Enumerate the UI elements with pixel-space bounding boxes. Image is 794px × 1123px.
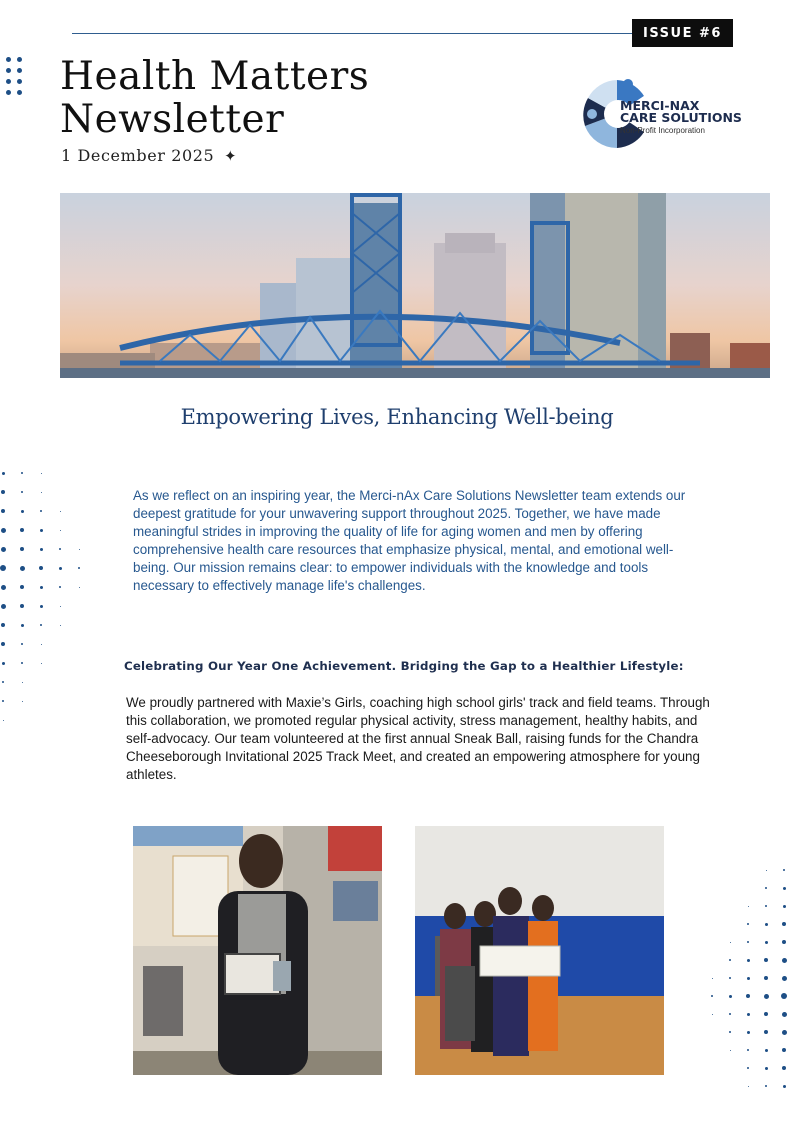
- decorative-dot: [0, 565, 6, 571]
- decorative-dot: [40, 624, 42, 626]
- decorative-dot: [782, 1066, 786, 1070]
- decorative-dot: [1, 490, 5, 494]
- decorative-dot: [1, 509, 5, 513]
- decorative-dot: [764, 976, 768, 980]
- decorative-dot: [747, 941, 749, 943]
- decorative-dot: [764, 994, 769, 999]
- decorative-dot: [40, 605, 43, 608]
- decorative-dot: [2, 700, 4, 702]
- decorative-dot: [765, 905, 767, 907]
- logo-subtitle: Non-Profit Incorporation: [620, 126, 705, 135]
- decorative-dot: [1, 528, 6, 533]
- decorative-dot: [729, 1013, 731, 1015]
- decorative-dot: [765, 1085, 767, 1087]
- student-photo-illustration: [133, 826, 382, 1075]
- issue-date: [61, 146, 237, 165]
- decorative-dot: [60, 511, 61, 512]
- decorative-dot: [60, 530, 61, 531]
- organization-logo: [582, 78, 752, 150]
- decorative-dot: [20, 604, 24, 608]
- city-skyline-bridge-photo: [60, 193, 770, 378]
- section-body: We proudly partnered with Maxie’s Girls, coaching high school girls' track and field teams. Through this collaboration, we promoted regular physical activity, stress management, healthy habits, and self-advocacy. Our team volunteered at the first annual Sneak Ball, raising funds for the Chandra Cheeseborough Invitational 2025 Track Meet, and created an empowering atmosphere for young athletes.: [126, 695, 710, 782]
- group-check-presentation-photo: [415, 826, 664, 1075]
- decorative-dot: [21, 491, 23, 493]
- decorative-dot: [2, 662, 5, 665]
- tagline: Empowering Lives, Enhancing Well-being: [180, 405, 614, 429]
- decorative-dot: [79, 549, 80, 550]
- decorative-dot: [20, 547, 24, 551]
- decorative-dot: [783, 905, 786, 908]
- decorative-dot: [2, 472, 5, 475]
- decorative-dot: [730, 942, 731, 943]
- decorative-dot: [766, 870, 767, 871]
- decorative-dot: [22, 701, 23, 702]
- decorative-dot: [60, 625, 61, 626]
- decorative-dot: [41, 492, 42, 493]
- decorative-dot: [712, 1014, 713, 1015]
- decorative-dot: [730, 1050, 731, 1051]
- decorative-dot: [747, 959, 750, 962]
- decorative-dot: [782, 958, 787, 963]
- header-rule: [72, 33, 632, 34]
- decorative-dot: [6, 79, 11, 84]
- decorative-dot: [747, 1031, 750, 1034]
- decorative-dot: [748, 906, 749, 907]
- decorative-dot: [765, 1049, 768, 1052]
- decorative-dot: [764, 1030, 768, 1034]
- decorative-dot: [40, 529, 43, 532]
- decorative-dot: [6, 90, 11, 95]
- sparkle-icon: ✦: [224, 147, 238, 165]
- logo-name-line-2: CARE SOLUTIONS: [620, 110, 742, 125]
- section-heading: Celebrating Our Year One Achievement. Bridging the Gap to a Healthier Lifestyle:: [124, 659, 684, 673]
- decorative-dot: [22, 682, 23, 683]
- decorative-dot: [747, 1013, 750, 1016]
- title-line-2: Newsletter: [60, 97, 285, 142]
- decorative-dot: [17, 79, 22, 84]
- decorative-dot: [729, 977, 731, 979]
- decorative-dot: [40, 510, 42, 512]
- decorative-dot: [59, 548, 61, 550]
- decorative-dot: [729, 959, 731, 961]
- decorative-dot: [17, 90, 22, 95]
- decorative-dot: [1, 547, 6, 552]
- skyline-illustration: [60, 193, 770, 378]
- decorative-dot: [729, 995, 732, 998]
- newsletter-title: [60, 55, 369, 141]
- decorative-dot: [21, 643, 23, 645]
- decorative-dot: [765, 887, 767, 889]
- decorative-dot: [20, 528, 24, 532]
- decorative-dot: [781, 993, 787, 999]
- group-photo-illustration: [415, 826, 664, 1075]
- decorative-dot: [60, 606, 61, 607]
- decorative-dot: [59, 567, 62, 570]
- decorative-dot: [6, 57, 11, 62]
- decorative-dot: [783, 1085, 786, 1088]
- decorative-dot: [3, 720, 4, 721]
- decorative-dot: [782, 922, 786, 926]
- decorative-dot: [20, 566, 25, 571]
- decorative-dot: [20, 585, 24, 589]
- decorative-dot: [59, 586, 61, 588]
- date-text: 1 December 2025: [61, 146, 215, 165]
- decorative-dot: [747, 1049, 749, 1051]
- decorative-dot: [21, 472, 23, 474]
- decorative-dot: [764, 1012, 768, 1016]
- decorative-dot: [747, 977, 750, 980]
- decorative-dot: [746, 994, 750, 998]
- decorative-dot: [40, 548, 43, 551]
- decorative-dot: [782, 976, 787, 981]
- decorative-dot: [1, 604, 6, 609]
- decorative-dot: [78, 567, 80, 569]
- decorative-dot: [765, 1067, 768, 1070]
- decorative-dot: [21, 624, 24, 627]
- decorative-dot: [79, 587, 80, 588]
- decorative-dot: [782, 1012, 787, 1017]
- decorative-dot: [782, 1030, 787, 1035]
- logo-name-line-1: MERCI-NAX: [620, 98, 700, 113]
- issue-badge: ISSUE #6: [632, 19, 733, 47]
- logo-text: [620, 100, 742, 135]
- decorative-dot: [17, 68, 22, 73]
- decorative-dot: [747, 1067, 749, 1069]
- decorative-dot: [41, 663, 42, 664]
- decorative-dot: [765, 941, 768, 944]
- decorative-dot: [729, 1031, 731, 1033]
- decorative-dot: [21, 510, 24, 513]
- decorative-dot: [765, 923, 768, 926]
- decorative-dot: [40, 586, 43, 589]
- decorative-dot: [764, 958, 768, 962]
- student-with-award-photo: [133, 826, 382, 1075]
- decorative-dot: [783, 869, 785, 871]
- decorative-dot: [748, 1086, 749, 1087]
- decorative-dot: [1, 585, 6, 590]
- decorative-dot: [21, 662, 23, 664]
- intro-paragraph: As we reflect on an inspiring year, the Merci-nAx Care Solutions Newsletter team extends our deepest gratitude for your unwavering support throughout 2025. Together, we have made meaningful strides in improving the quality of life for aging women and men by offering comprehensive health care resources that emphasize physical, mental, and emotional well-being. Our mission remains clear: to empower individuals with the knowledge and tools necessary to effectively manage life's challenges.: [133, 488, 686, 593]
- decorative-dot: [2, 681, 4, 683]
- decorative-dot: [747, 923, 749, 925]
- decorative-dot: [782, 1048, 786, 1052]
- decorative-dot: [17, 57, 22, 62]
- decorative-dot: [39, 566, 43, 570]
- decorative-dot: [41, 473, 42, 474]
- decorative-dot: [6, 68, 11, 73]
- decorative-dot: [783, 887, 786, 890]
- decorative-dot: [711, 995, 713, 997]
- decorative-dot: [1, 623, 5, 627]
- decorative-dot: [41, 644, 42, 645]
- decorative-dot: [712, 978, 713, 979]
- decorative-dot: [1, 642, 5, 646]
- title-line-1: Health Matters: [60, 54, 370, 99]
- decorative-dot: [782, 940, 786, 944]
